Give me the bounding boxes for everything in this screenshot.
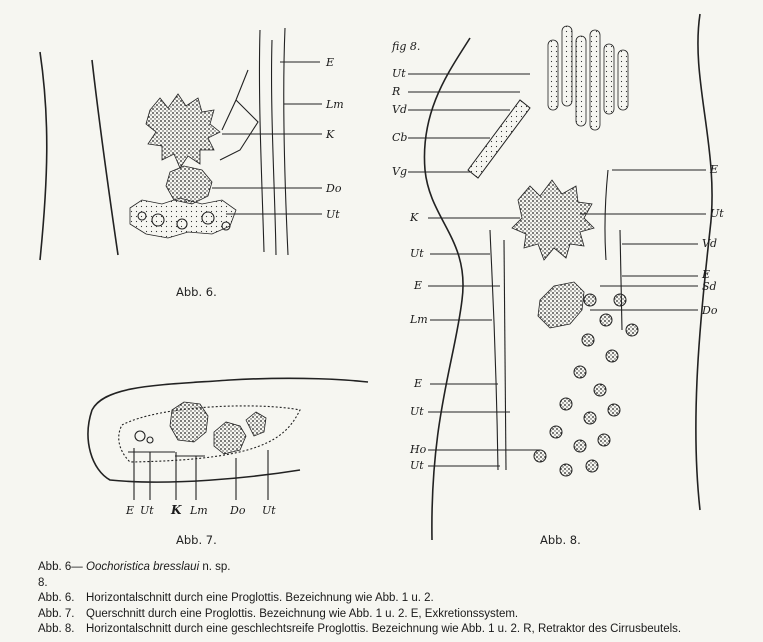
fig8-ovary-k xyxy=(512,180,594,260)
caption-id: Abb. 8. xyxy=(38,623,75,635)
fig8-handwritten-title: fig 8. xyxy=(392,40,421,53)
caption-text: Horizontalschnitt durch eine Proglottis. Bezeichnung wie Abb. 1 u. 2. xyxy=(86,592,434,604)
fig7-caption: Abb. 7. xyxy=(176,533,217,547)
fig7-gland xyxy=(246,412,266,436)
fig8-label-ut-c: Ut xyxy=(410,405,424,418)
figure-caption xyxy=(38,560,758,638)
fig6-right-wall-a xyxy=(259,30,264,252)
figure-6-drawing xyxy=(40,28,344,299)
fig7-label-ut: Ut xyxy=(140,504,154,517)
fig8-cirrus-sac xyxy=(468,100,530,178)
fig8-excretory-canal xyxy=(605,170,608,260)
fig8-label-cb: Cb xyxy=(392,131,408,144)
caption-id: Abb. 7. xyxy=(38,607,75,620)
caption-text: Horizontalschnitt durch eine geschlechtsreife Proglottis. Bezeichnung wie Abb. 1 u. 2. R, Retraktor des Cirrusbeutels. xyxy=(86,623,682,635)
fig6-left-wall xyxy=(40,52,47,260)
figure-8-drawing xyxy=(391,14,724,547)
fig8-label-e-right: E xyxy=(710,163,719,176)
fig7-label-do: Do xyxy=(230,504,246,517)
fig8-label-lm: Lm xyxy=(410,313,428,326)
caption-id: Abb. 6—8. xyxy=(38,561,83,589)
fig8-label-vd-right: Vd xyxy=(702,237,717,250)
fig8-label-ut-a: Ut xyxy=(392,67,406,80)
fig8-testis-tubes xyxy=(548,26,628,130)
fig8-label-sd: Sd xyxy=(702,280,717,293)
fig7-label-k: K xyxy=(171,503,182,517)
fig6-caption: Abb. 6. xyxy=(176,285,217,299)
fig7-vitellarium-do xyxy=(214,422,246,454)
fig8-left-wall xyxy=(424,38,470,540)
fig7-label-e: E xyxy=(126,504,135,517)
fig6-label-do: Do xyxy=(326,182,342,195)
fig8-muscle-lm xyxy=(490,230,498,470)
fig8-label-e-a: E xyxy=(414,279,423,292)
fig7-inner-outline xyxy=(119,406,300,462)
fig6-ovary-k xyxy=(146,94,220,168)
fig7-ovary-k xyxy=(170,402,208,442)
fig8-canal-b xyxy=(504,240,506,470)
fig6-branching-canals xyxy=(220,70,258,160)
caption-text xyxy=(86,560,758,591)
fig8-left-leaders xyxy=(408,74,540,466)
fig8-label-ut-right: Ut xyxy=(710,207,724,220)
fig6-vitellarium-do xyxy=(166,166,212,204)
fig8-label-ut-d: Ut xyxy=(410,459,424,472)
fig8-label-r: R xyxy=(392,85,401,98)
fig8-caption: Abb. 8. xyxy=(540,533,581,547)
fig8-label-vd-left: Vd xyxy=(392,103,407,116)
fig8-right-leaders xyxy=(580,170,706,310)
fig8-label-vg: Vg xyxy=(392,165,407,178)
caption-line-abb7 xyxy=(38,607,758,623)
caption-text: Querschnitt durch eine Proglottis. Bezeichnung wie Abb. 1 u. 2. E, Exkretionssystem. xyxy=(86,607,519,620)
fig8-right-wall xyxy=(696,14,712,510)
fig6-label-e: E xyxy=(326,56,335,69)
caption-line-species xyxy=(38,560,758,591)
fig7-label-ut2: Ut xyxy=(262,504,276,517)
fig8-label-ho: Ho xyxy=(410,443,427,456)
fig7-canal xyxy=(128,452,205,456)
fig8-label-k: K xyxy=(410,211,419,224)
fig6-label-lm: Lm xyxy=(326,98,344,111)
figure-7-drawing xyxy=(88,378,368,547)
caption-line-abb6 xyxy=(38,591,758,607)
fig8-vas-deferens xyxy=(620,230,622,330)
fig7-label-lm: Lm xyxy=(190,504,208,517)
fig6-label-k: K xyxy=(326,128,335,141)
fig8-label-e-right2: E xyxy=(702,268,711,281)
caption-id: Abb. 6. xyxy=(38,592,75,604)
caption-line-abb8 xyxy=(38,622,758,638)
fig8-label-do: Do xyxy=(702,304,718,317)
fig6-inner-wall xyxy=(92,60,118,255)
species-name: Oochoristica bresslaui xyxy=(86,561,200,573)
fig8-label-ut-b: Ut xyxy=(410,247,424,260)
fig6-label-ut: Ut xyxy=(326,208,340,221)
fig8-label-e-b: E xyxy=(414,377,423,390)
species-suffix: n. sp. xyxy=(199,561,231,573)
fig6-right-wall-b xyxy=(272,40,276,255)
fig8-vitellarium-do xyxy=(538,282,584,328)
